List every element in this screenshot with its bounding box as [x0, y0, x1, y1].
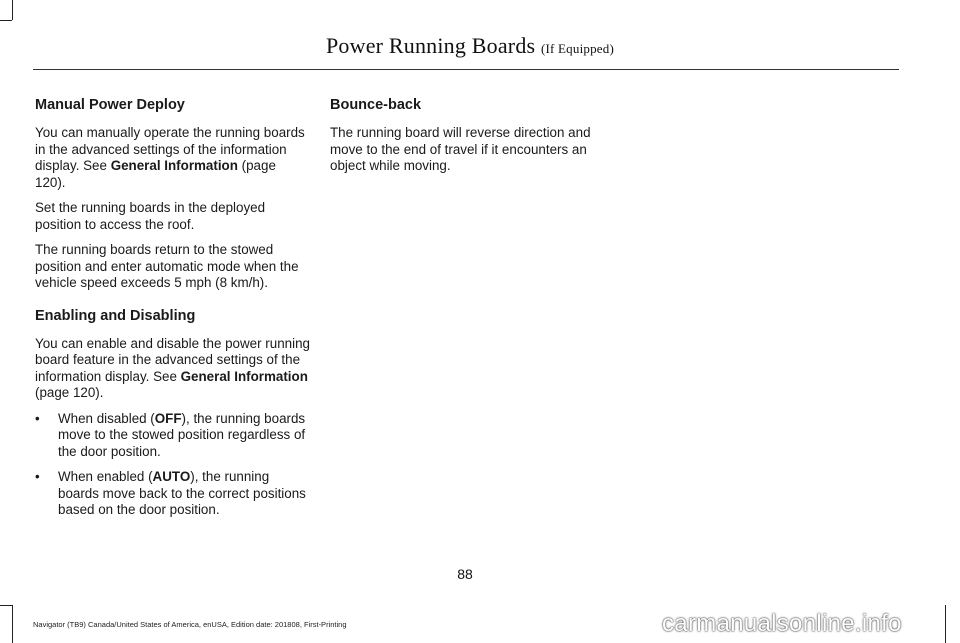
header-divider	[33, 69, 899, 70]
crop-mark-bottom-left-vertical	[12, 605, 13, 643]
setting-off-label: OFF	[154, 410, 182, 426]
paragraph-manual-operate: You can manually operate the running boards in the advanced settings of the information display. See General Information (page 120).	[35, 125, 305, 190]
site-watermark: carmanualsonline.info	[662, 610, 902, 637]
crop-mark-top-left-horizontal	[0, 20, 12, 21]
heading-enabling-disabling: Enabling and Disabling	[35, 307, 196, 324]
crop-mark-top-left-vertical	[12, 0, 13, 20]
page-number: 88	[457, 566, 473, 582]
crop-mark-bottom-right-vertical	[945, 605, 946, 643]
paragraph-enable-disable: You can enable and disable the power running board feature in the advanced settings of the information display. See General Information (page 120).	[35, 335, 310, 400]
right-column	[330, 96, 610, 184]
left-column	[35, 96, 310, 528]
bullet-mark: •	[35, 469, 40, 484]
crop-mark-bottom-left-horizontal	[0, 605, 12, 606]
paragraph-bounce-back: The running board will reverse direction and move to the end of travel if it encounters an object while moving.	[330, 125, 591, 173]
cross-reference-general-information[interactable]: General Information	[180, 368, 308, 384]
bullet-mark: •	[35, 410, 40, 426]
edition-footer: Navigator (TB9) Canada/United States of America, enUSA, Edition date: 201808, First-Printing	[33, 620, 347, 629]
list-item-disabled: • When disabled (OFF), the running boards move to the stowed position regardless of the door position.	[35, 410, 306, 459]
setting-auto-label: AUTO	[152, 469, 191, 484]
heading-bounce-back: Bounce-back	[330, 97, 422, 113]
header-title-text: Power Running Boards	[325, 33, 536, 58]
cross-reference-general-information[interactable]: General Information	[110, 158, 238, 173]
header-subtitle: (If Equipped)	[541, 41, 614, 56]
heading-manual-power-deploy: Manual Power Deploy	[35, 97, 185, 113]
page-header-title	[326, 33, 614, 59]
paragraph-stowed-position: The running boards return to the stowed position and enter automatic mode when the vehicle speed exceeds 5 mph (8 km/h).	[35, 242, 299, 290]
list-item-enabled: • When enabled (AUTO), the running boards move back to the correct positions based on the door position.	[35, 469, 306, 517]
paragraph-deployed-position: Set the running boards in the deployed position to access the roof.	[35, 200, 266, 232]
